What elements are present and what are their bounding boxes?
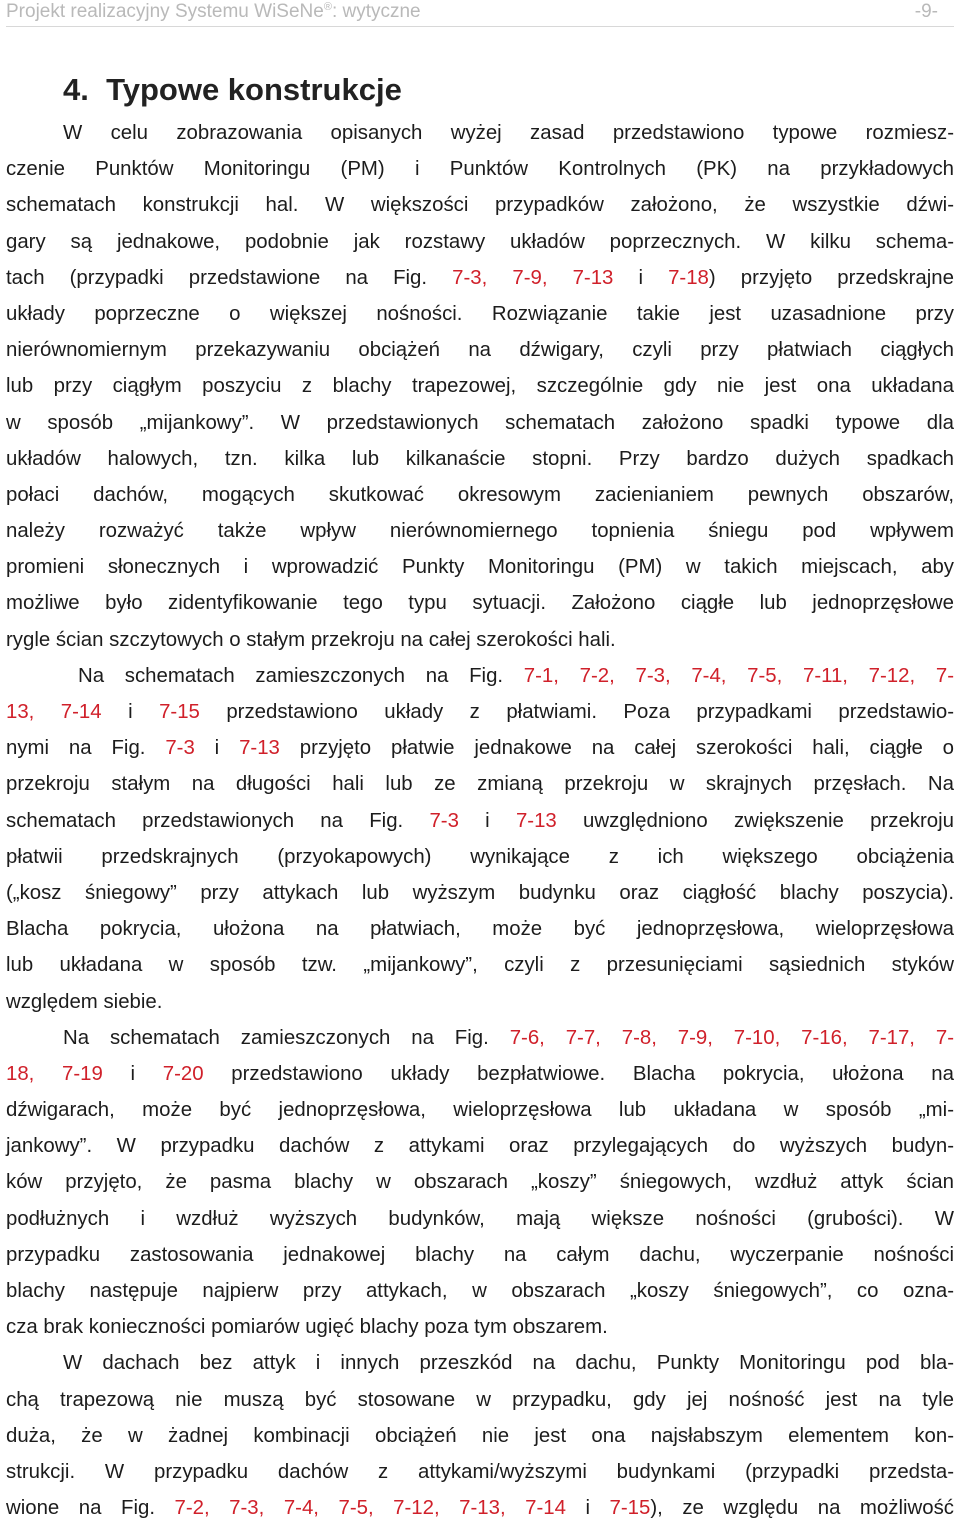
text-line	[6, 585, 954, 621]
text-span: połaci dachów, mogących skutkować okresowym zacienianiem pewnych obszarów,	[6, 483, 954, 506]
text-line	[6, 187, 954, 223]
text-line	[6, 1237, 954, 1273]
figure-reference: 7-15	[159, 701, 200, 723]
text-span: ków przyjęto, że pasma blachy w obszarach „koszy” śniegowych, wzdłuż attyk ścian	[6, 1171, 954, 1194]
figure-reference: 7-13	[239, 737, 280, 760]
figure-reference: 7-2, 7-3, 7-4, 7-5, 7-12, 7-13, 7-14	[174, 1497, 566, 1520]
registered-mark: ®	[323, 1, 332, 13]
text-span: jankowy”. W przypadku dachów z attykami oraz przylegających do wyższych budyn-	[6, 1135, 954, 1158]
text-span: chą trapezową nie muszą być stosowane w przypadku, gdy jej nośność jest na tyle	[6, 1388, 954, 1411]
text-span: schematach przedstawionych na Fig.	[6, 809, 430, 832]
text-span: Blacha pokrycia, ułożona na płatwiach, może być jednoprzęsłowa, wieloprzęsłowa	[6, 918, 954, 941]
text-line	[6, 1020, 954, 1056]
text-span: W celu zobrazowania opisanych wyżej zasad przedstawiono typowe rozmiesz-	[63, 122, 954, 144]
text-line	[6, 947, 954, 983]
text-span: względem siebie.	[6, 990, 163, 1013]
text-line	[6, 1273, 954, 1309]
figure-reference: 7-20	[162, 1062, 204, 1085]
text-span: strukcji. W przypadku dachów z attykami/wyższymi budynkami (przypadki przedsta-	[6, 1460, 954, 1483]
section-heading	[63, 70, 402, 110]
text-span: Na schematach zamieszczonych na Fig.	[63, 1026, 510, 1049]
text-span: płatwii przedskrajnych (przyokapowych) wynikające z ich większego obciążenia	[6, 845, 954, 868]
body-text	[6, 115, 954, 1526]
text-line	[6, 1092, 954, 1128]
header-divider	[6, 26, 954, 27]
figure-reference: 7-3	[429, 809, 459, 832]
text-line	[6, 115, 954, 151]
text-span: w sposób „mijankowy”. W przedstawionych schematach założono spadki typowe dla	[6, 411, 954, 434]
text-line	[6, 730, 954, 766]
page-header	[6, 0, 938, 24]
text-span: podłużnych i wzdłuż wyższych budynków, mają większe nośności (grubości). W	[6, 1207, 954, 1230]
text-line	[6, 1309, 954, 1345]
text-span: nymi na Fig.	[6, 737, 166, 760]
figure-reference: 7-3	[165, 737, 195, 760]
text-line	[6, 260, 954, 296]
text-span: lub przy ciągłym poszyciu z blachy trapezowej, szczególnie gdy nie jest ona układana	[6, 375, 954, 398]
text-span: przekroju stałym na długości hali lub ze zmianą przekroju w skrajnych przęsłach. Na	[6, 773, 954, 796]
text-line	[6, 405, 954, 441]
text-span: przypadku zastosowania jednakowej blachy na całym dachu, wyczerpanie nośności	[6, 1243, 954, 1266]
text-line	[6, 984, 954, 1020]
text-span: („kosz śniegowy” przy attykach lub wyższym budynku oraz ciągłość blachy poszycia).	[6, 881, 954, 904]
document-title: Projekt realizacyjny Systemu WiSeNe®: wytyczne	[6, 1, 421, 22]
text-span: rygle ścian szczytowych o stałym przekroju na całej szerokości hali.	[6, 628, 616, 651]
text-span: przedstawiono układy bezpłatwiowe. Blacha pokrycia, ułożona na	[203, 1062, 954, 1085]
text-line	[6, 622, 954, 658]
text-line	[6, 368, 954, 404]
figure-reference: 7-13	[515, 809, 557, 832]
text-span: Na schematach zamieszczonych na Fig.	[78, 664, 524, 687]
text-line	[6, 1201, 954, 1237]
text-line	[6, 296, 954, 332]
text-span: możliwe było zidentyfikowanie tego typu sytuacji. Założono ciągłe lub jednoprzęsłowe	[6, 592, 954, 615]
text-span: lub układana w sposób tzw. „mijankowy”, czyli z przesunięciami sąsiednich styków	[6, 954, 954, 977]
text-span: przyjęto płatwie jednakowe na całej szerokości hali, ciągłe o	[279, 737, 954, 760]
text-line	[6, 1490, 954, 1526]
text-span: i	[194, 737, 240, 760]
text-line	[6, 513, 954, 549]
text-span: i	[613, 266, 669, 289]
text-span: przedstawiono układy z płatwiami. Poza przypadkami przedstawio-	[199, 701, 955, 723]
text-line	[6, 151, 954, 187]
text-line	[6, 477, 954, 513]
text-line	[6, 1128, 954, 1164]
text-span: uwzględniono zwiększenie przekroju	[556, 809, 954, 832]
text-span: gary są jednakowe, podobnie jak rozstawy układów poprzecznych. W kilku schema-	[6, 230, 954, 253]
page-number: -9-	[914, 1, 938, 22]
text-span: wione na Fig.	[6, 1497, 175, 1520]
text-span: tach (przypadki przedstawione na Fig.	[6, 266, 453, 289]
figure-reference: 18, 7-19	[6, 1062, 103, 1085]
text-line	[6, 1164, 954, 1200]
text-line	[6, 1056, 954, 1092]
text-span: ), ze względu na możliwość	[650, 1497, 954, 1520]
text-span: układów halowych, tzn. kilka lub kilkanaście stopni. Przy bardzo dużych spadkach	[6, 447, 954, 470]
text-line	[6, 224, 954, 260]
text-span: blachy następuje najpierw przy attykach, w obszarach „koszy śniegowych”, co ozna-	[6, 1280, 954, 1302]
text-line	[6, 441, 954, 477]
figure-reference: 7-6, 7-7, 7-8, 7-9, 7-10, 7-16, 7-17, 7-	[509, 1026, 954, 1049]
text-line	[6, 694, 954, 730]
text-line	[6, 911, 954, 947]
text-line	[6, 875, 954, 911]
text-span: należy rozważyć także wpływ nierównomiernego topnienia śniegu pod wpływem	[6, 520, 954, 543]
text-line	[6, 549, 954, 585]
figure-reference: 13, 7-14	[6, 701, 102, 723]
figure-reference: 7-15	[609, 1497, 651, 1520]
section-number: 4.	[63, 72, 89, 107]
text-span: układy poprzeczne o większej nośności. Rozwiązanie takie jest uzasadnione przy	[6, 302, 954, 325]
text-span: i	[458, 809, 516, 832]
figure-reference: 7-3, 7-9, 7-13	[452, 266, 614, 289]
text-span: i	[565, 1497, 610, 1520]
text-line	[6, 332, 954, 368]
text-line	[6, 839, 954, 875]
text-span: dźwigarach, może być jednoprzęsłowa, wieloprzęsłowa lub układana w sposób „mi-	[6, 1099, 954, 1122]
text-span: i	[102, 1062, 163, 1085]
text-line	[6, 1454, 954, 1490]
text-line	[6, 658, 954, 694]
text-span: nierównomiernym przekazywaniu obciążeń na dźwigary, czyli przy płatwiach ciągłych	[6, 339, 954, 362]
text-span: i	[101, 701, 160, 723]
text-span: ) przyjęto przedskrajne	[708, 266, 954, 289]
text-line	[6, 1418, 954, 1454]
text-span: schematach konstrukcji hal. W większości przypadków założono, że wszystkie dźwi-	[6, 194, 954, 217]
figure-reference: 7-18	[668, 266, 709, 289]
section-title: Typowe konstrukcje	[106, 72, 402, 107]
text-line	[6, 1382, 954, 1418]
text-line	[6, 766, 954, 802]
figure-reference: 7-1, 7-2, 7-3, 7-4, 7-5, 7-11, 7-12, 7-	[523, 664, 954, 687]
text-span: promieni słonecznych i wprowadzić Punkty Monitoringu (PM) w takich miejscach, aby	[6, 556, 954, 579]
text-span: W dachach bez attyk i innych przeszkód na dachu, Punkty Monitoringu pod bla-	[63, 1352, 954, 1375]
text-span: cza brak konieczności pomiarów ugięć blachy poza tym obszarem.	[6, 1316, 608, 1339]
text-span: duża, że w żadnej kombinacji obciążeń nie jest ona najsłabszym elementem kon-	[6, 1424, 954, 1447]
text-line	[6, 803, 954, 839]
text-line	[6, 1345, 954, 1381]
text-span: czenie Punktów Monitoringu (PM) i Punktów Kontrolnych (PK) na przykładowych	[6, 158, 954, 181]
